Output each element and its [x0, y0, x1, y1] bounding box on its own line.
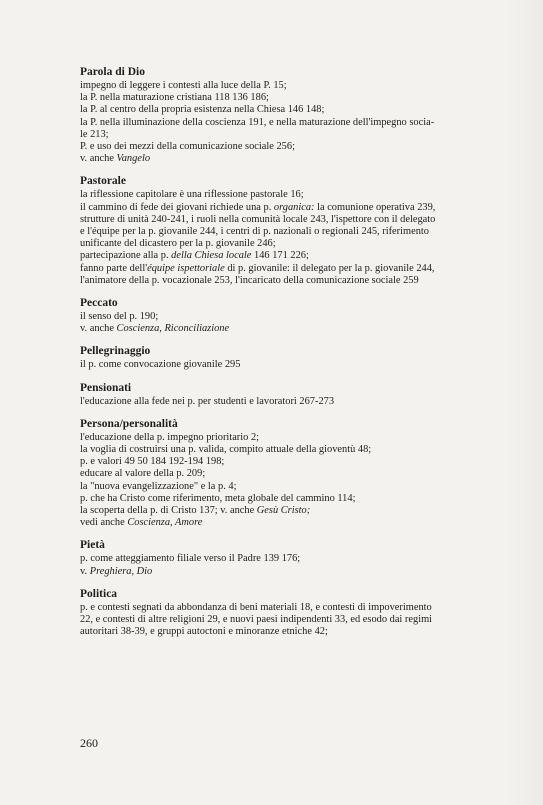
line-text: p. come atteggiamento filiale verso il Padre 139 176; [80, 553, 301, 565]
entry-line [80, 129, 512, 141]
index-entry [80, 382, 512, 408]
page-edge-shadow [507, 0, 543, 805]
line-text: 146 171 226; [251, 250, 309, 262]
entry-line [80, 117, 512, 129]
entry-line [80, 444, 512, 456]
entry-line [80, 517, 512, 529]
line-text: di p. giovanile: il delegato per la p. giovanile 244, [224, 262, 435, 274]
entry-line [80, 468, 512, 480]
line-text: fanno parte dell' [80, 262, 148, 274]
line-text: l'educazione alla fede nei p. per studenti e lavoratori 267-273 [80, 395, 335, 407]
line-text: la voglia di costruirsi una p. valida, compito attuale della gioventù 48; [80, 444, 372, 456]
line-text: autoritari 38-39, e gruppi autoctoni e minoranze etniche 42; [80, 626, 328, 638]
line-text: il cammino di fede dei giovani richiede una p. [80, 201, 274, 213]
page-number: 260 [80, 736, 98, 750]
entry-line [80, 614, 512, 626]
entry-heading: Pellegrinaggio [80, 345, 151, 358]
line-text: unificante del dicastero per la p. giovanile 246; [80, 238, 276, 250]
entry-line [80, 92, 512, 104]
cross-reference: Coscienza, Amore [127, 517, 203, 529]
line-text: educare al valore della p. 209; [80, 468, 206, 480]
entry-line [80, 250, 512, 262]
line-text: strutture di unità 240-241, i ruoli nella comunità locale 243, l'ispettore con il delegato [80, 213, 436, 225]
entry-line [80, 493, 512, 505]
entry-heading: Pastorale [80, 175, 126, 188]
line-text: la comunione operativa 239, [314, 201, 436, 213]
line-text: la riflessione capitolare è una riflessione pastorale 16; [80, 189, 304, 201]
entry-heading: Parola di Dio [80, 66, 145, 78]
line-text: la P. nella maturazione cristiana 118 136 186; [80, 92, 269, 104]
entry-line [80, 553, 512, 565]
entry-line [80, 566, 512, 578]
entry-line [80, 202, 512, 214]
line-text: P. e uso dei mezzi della comunicazione sociale 256; [80, 141, 295, 153]
entry-heading: Persona/personalità [80, 417, 178, 430]
line-text: l'animatore della p. vocazionale 253, l'incaricato della comunicazione sociale 259 [80, 274, 419, 286]
index-entry [80, 418, 512, 530]
line-text: le 213; [80, 128, 109, 140]
line-text: vedi anche [80, 517, 128, 529]
line-text: la "nuova evangelizzazione" e la p. 4; [80, 480, 237, 492]
entry-line [80, 481, 512, 493]
entry-line [80, 505, 512, 517]
cross-reference: Coscienza, Riconciliazione [116, 323, 230, 335]
entry-heading: Politica [80, 587, 118, 600]
entry-line [80, 311, 512, 323]
index-entry [80, 539, 512, 577]
cross-reference: organica: [273, 201, 315, 213]
entry-heading: Peccato [80, 297, 118, 310]
entry-line [80, 626, 512, 638]
index-entry [80, 588, 512, 639]
entry-line [80, 189, 512, 201]
entry-line [80, 153, 512, 165]
cross-reference: della Chiesa locale [171, 250, 252, 262]
entry-line [80, 396, 512, 408]
line-text: v. [80, 565, 90, 577]
entry-line [80, 275, 512, 287]
line-text: p. e valori 49 50 184 192-194 198; [80, 456, 225, 468]
line-text: impegno di leggere i contesti alla luce della P. 15; [80, 80, 287, 91]
entry-line [80, 323, 512, 335]
line-text: il p. come convocazione giovanile 295 [80, 359, 241, 371]
entry-line [80, 359, 512, 371]
cross-reference: Vangelo [116, 153, 151, 165]
index-entry [80, 66, 512, 165]
entry-line [80, 226, 512, 238]
line-text: 22, e contesti di altre religioni 29, e nuovi paesi indipendenti 33, ed esodo dai regimi [80, 614, 433, 626]
line-text: la scoperta della p. di Cristo 137; v. anche [80, 505, 257, 517]
index-entry [80, 345, 512, 371]
entry-line [80, 214, 512, 226]
line-text: p. e contesti segnati da abbondanza di beni materiali 18, e contesti di impoverimento [80, 601, 432, 613]
entry-line [80, 263, 512, 275]
line-text: l'educazione della p. impegno prioritario 2; [80, 431, 260, 443]
entry-line [80, 456, 512, 468]
entry-line [80, 432, 512, 444]
entry-line [80, 602, 512, 614]
index-entry [80, 297, 512, 335]
line-text: v. anche [80, 153, 117, 165]
index-content [80, 66, 512, 649]
entry-line [80, 141, 512, 153]
entry-heading: Pietà [80, 539, 105, 552]
line-text: la P. al centro della propria esistenza nella Chiesa 146 148; [80, 104, 325, 116]
entry-line [80, 104, 512, 116]
entry-heading: Pensionati [80, 381, 132, 394]
cross-reference: Gesù Cristo; [256, 505, 311, 517]
cross-reference: équipe ispettoriale [147, 262, 225, 274]
entry-line [80, 238, 512, 250]
line-text: il senso del p. 190; [80, 311, 159, 323]
entry-line [80, 80, 512, 92]
line-text: la P. nella illuminazione della coscienza 191, e nella maturazione dell'impegno socia- [80, 116, 435, 128]
line-text: partecipazione alla p. [80, 250, 172, 262]
index-entry [80, 175, 512, 287]
line-text: e l'équipe per la p. giovanile 244, i centri di p. nazionali o regionali 245, riferimento [80, 226, 429, 238]
cross-reference: Preghiera, Dio [89, 565, 153, 577]
line-text: v. anche [80, 323, 117, 335]
line-text: p. che ha Cristo come riferimento, meta globale del cammino 114; [80, 492, 356, 504]
